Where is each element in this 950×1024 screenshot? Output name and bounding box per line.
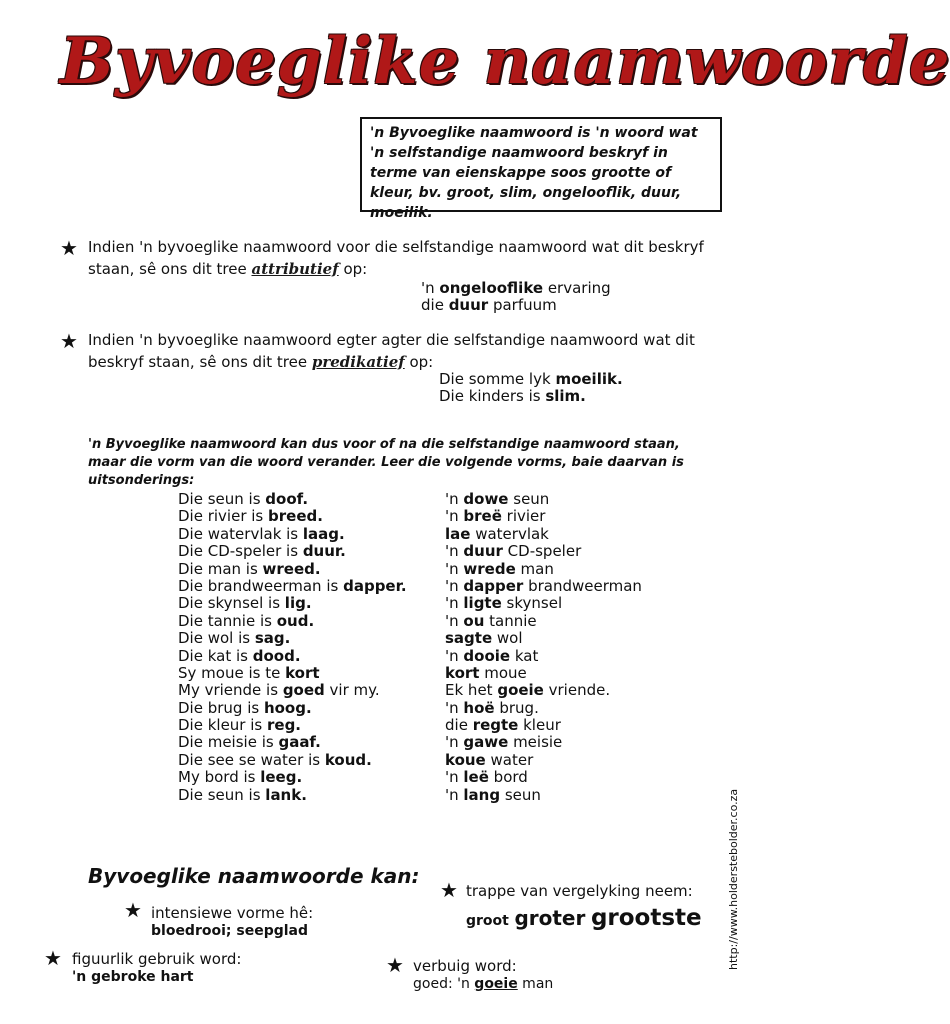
adjective-row: Die see se water is koud. xyxy=(178,750,372,769)
adjective-row: My bord is leeg. xyxy=(178,768,303,787)
star-icon: ★ xyxy=(440,878,458,902)
adjective-row: 'n dowe seun xyxy=(445,490,550,508)
website-url[interactable]: http://www.holderstebolder.co.za xyxy=(727,788,740,970)
term-attributive: attributief xyxy=(251,260,339,278)
adjective-row: Die seun is lank. xyxy=(178,785,307,804)
star-icon: ★ xyxy=(124,898,142,922)
example-attributive: 'n ongelooflike ervaring die duur parfuum xyxy=(421,279,611,314)
adjective-row: 'n duur CD-speler xyxy=(445,542,582,561)
adjective-row: Die tannie is oud. xyxy=(178,611,315,630)
definition-box: 'n Byvoeglike naamwoord is 'n woord wat 'n selfstandige naamwoord beskryf in terme van eienskappe soos grootte of kleur, bv. groot, slim, ongelooflik, duur, moeilik. xyxy=(360,117,722,212)
rule-predicative-tail: op: xyxy=(404,353,434,371)
adjective-row: 'n leë bord xyxy=(445,768,528,787)
adjective-row: Die watervlak is laag. xyxy=(178,524,345,543)
adjective-row: sagte wol xyxy=(445,629,523,648)
adjective-row: 'n ou tannie xyxy=(445,611,537,630)
adjective-row: Die kleur is reg. xyxy=(178,716,302,735)
section-heading: Byvoeglike naamwoorde kan: xyxy=(88,864,420,888)
degrees-label: trappe van vergelyking neem: xyxy=(466,882,693,900)
adjective-row: Die brandweerman is dapper. xyxy=(178,576,407,595)
adjective-row: Die man is wreed. xyxy=(178,559,321,578)
page-title: Byvoeglike naamwoorde xyxy=(60,24,950,99)
adjective-row: die regte kleur xyxy=(445,716,561,735)
adjective-row: lae watervlak xyxy=(445,524,549,543)
adjective-row: 'n dooie kat xyxy=(445,646,539,665)
inflect-example: goed: 'n goeie man xyxy=(413,976,554,992)
term-predicative: predikatief xyxy=(311,353,405,371)
rule-predicative xyxy=(88,329,708,373)
figurative-label: figuurlik gebruik word: xyxy=(72,950,242,968)
example-predicative: Die somme lyk moeilik. Die kinders is slim. xyxy=(439,370,623,405)
adjective-row: 'n breë rivier xyxy=(445,507,546,526)
intro-text: 'n Byvoeglike naamwoord kan dus voor of na die selfstandige naamwoord staan, maar die vorm van die woord verander. Leer die volgende vorms, baie daarvan is uitsonderings: xyxy=(88,437,684,488)
adjective-row: 'n hoë brug. xyxy=(445,698,539,717)
predicative-column xyxy=(178,491,407,804)
intensive-label: intensiewe vorme hê: xyxy=(151,904,314,922)
adjective-row: Die rivier is breed. xyxy=(178,507,323,526)
star-icon: ★ xyxy=(386,953,404,977)
figurative-example: 'n gebroke hart xyxy=(72,969,194,985)
adjective-row: Die skynsel is lig. xyxy=(178,594,312,613)
star-icon: ★ xyxy=(60,236,78,260)
adjective-row: 'n lang seun xyxy=(445,785,541,804)
star-icon: ★ xyxy=(44,946,62,970)
adjective-row: Sy moue is te kort xyxy=(178,663,320,682)
attributive-column xyxy=(445,491,642,804)
rule-attributive-tail: op: xyxy=(338,260,368,278)
intensive-example: bloedrooi; seepglad xyxy=(151,923,309,939)
rule-attributive-text: Indien 'n byvoeglike naamwoord voor die selfstandige naamwoord wat dit beskryf staan, sê ons dit tree xyxy=(88,238,704,278)
adjective-row: Die brug is hoog. xyxy=(178,698,312,717)
adjective-row: 'n gawe meisie xyxy=(445,733,563,752)
adjective-row: Die wol is sag. xyxy=(178,629,291,648)
rule-attributive xyxy=(88,236,708,280)
adjective-row: 'n wrede man xyxy=(445,559,554,578)
adjective-row: Die kat is dood. xyxy=(178,646,301,665)
adjective-row: Die seun is doof. xyxy=(178,490,309,508)
adjective-row: My vriende is goed vir my. xyxy=(178,681,380,700)
adjective-row: 'n ligte skynsel xyxy=(445,594,563,613)
inflect-label: verbuig word: xyxy=(413,957,517,975)
adjective-row: Die meisie is gaaf. xyxy=(178,733,321,752)
rule-predicative-text: Indien 'n byvoeglike naamwoord egter agter die selfstandige naamwoord wat dit beskryf staan, sê ons dit tree xyxy=(88,331,695,371)
adjective-row: 'n dapper brandweerman xyxy=(445,576,642,595)
adjective-row: kort moue xyxy=(445,663,527,682)
adjective-row: koue water xyxy=(445,750,534,769)
adjective-row: Ek het goeie vriende. xyxy=(445,681,611,700)
degrees-example: groot groter grootste xyxy=(466,905,702,931)
adjective-row: Die CD-speler is duur. xyxy=(178,542,346,561)
star-icon: ★ xyxy=(60,329,78,353)
